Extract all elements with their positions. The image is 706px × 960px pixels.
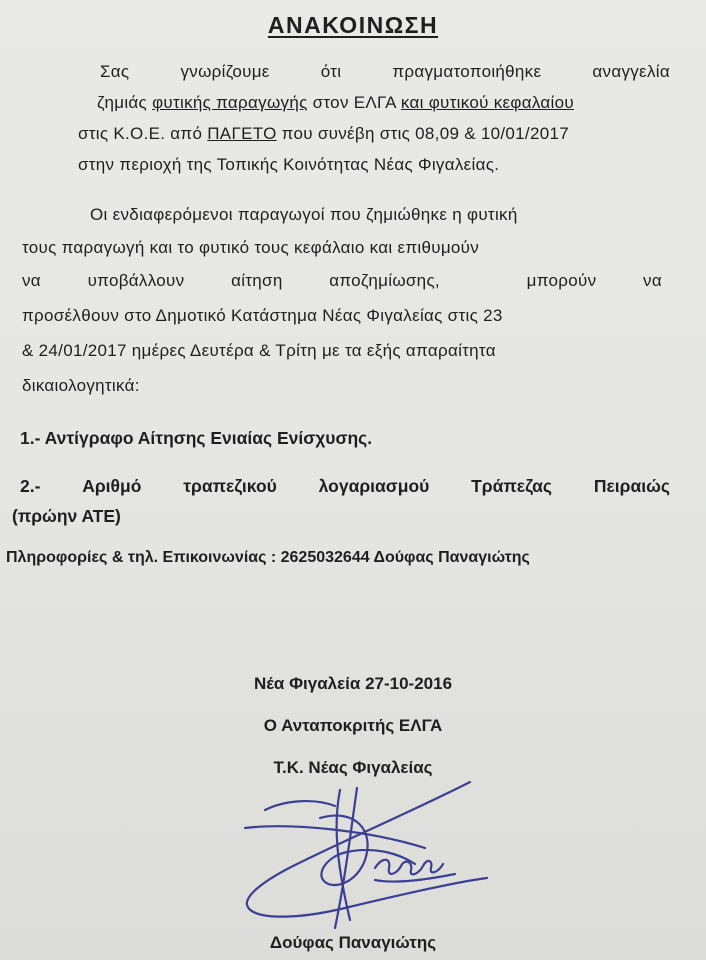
p1-line-3: στις Κ.Ο.Ε. από ΠΑΓΕΤΟ που συνέβη στις 08,09 & 10/01/2017 (78, 124, 569, 143)
community-name: Τ.Κ. Νέας Φιγαλείας (273, 758, 433, 777)
place-date: Νέα Φιγαλεία 27-10-2016 (253, 674, 453, 693)
p1-line-1: Σας γνωρίζουμε ότι πραγματοποιήθηκε αναγγελία (100, 62, 670, 81)
p2-line-6: δικαιολογητικά: (22, 376, 140, 395)
p1-line-2: ζημιάς φυτικής παραγωγής στον ΕΛΓΑ και φυτικού κεφαλαίου (97, 93, 574, 112)
p2-line-1: Οι ενδιαφερόμενοι παραγωγοί που ζημιώθηκε η φυτική (90, 205, 518, 224)
p2-line-4: προσέλθουν στο Δημοτικό Κατάστημα Νέας Φιγαλείας στις 23 (22, 306, 503, 325)
contact-info: Πληροφορίες & τηλ. Επικοινωνίας : 2625032644 Δούφας Παναγιώτης (6, 549, 530, 566)
requirement-item-1: 1.- Αντίγραφο Αίτησης Ενιαίας Ενίσχυσης. (20, 428, 373, 448)
signatory-role: Ο Ανταποκριτής ΕΛΓΑ (263, 716, 443, 735)
p2-line-3: να υποβάλλουν αίτηση αποζημίωσης, μπορούν να (22, 271, 662, 290)
requirement-item-2: 2.- Αριθμό τραπεζικού λογαριασμού Τράπεζας Πειραιώς (20, 476, 670, 496)
signatory-name: Δούφας Παναγιώτης (269, 933, 437, 952)
p1-line-4: στην περιοχή της Τοπικής Κοινότητας Νέας Φιγαλείας. (78, 155, 500, 174)
requirement-item-2-cont: (πρώην ΑΤΕ) (12, 506, 121, 526)
handwritten-signature (225, 770, 515, 930)
p2-line-5: & 24/01/2017 ημέρες Δευτέρα & Τρίτη με τα εξής απαραίτητα (22, 341, 496, 360)
document-title: ΑΝΑΚΟΙΝΩΣΗ (267, 12, 439, 38)
p2-line-2: τους παραγωγή και το φυτικό τους κεφάλαιο και επιθυμούν (22, 238, 480, 257)
